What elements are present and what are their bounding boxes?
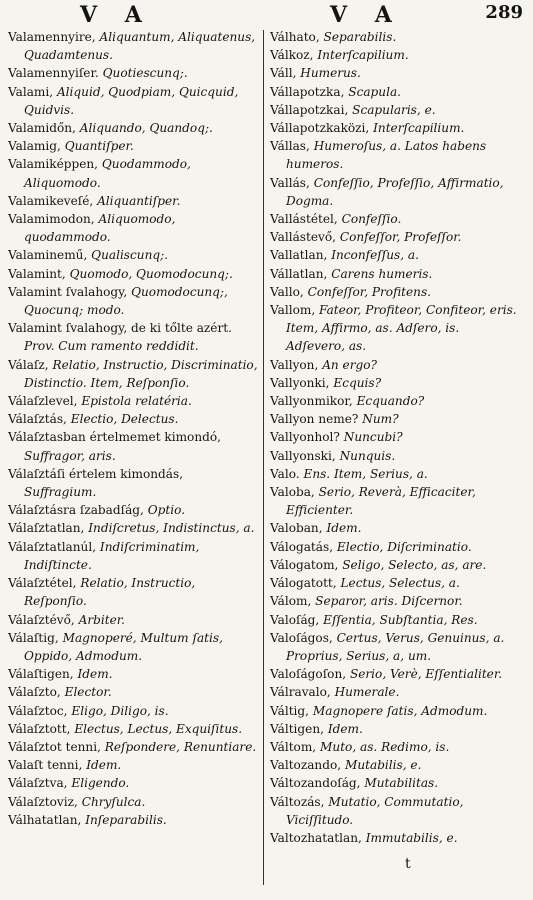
latin-gloss: Ens. Item, Serius, a. [303, 466, 428, 481]
latin-gloss: Serio, Reverà, Efficaciter, Efficienter. [286, 485, 476, 518]
headword: Válhato, [270, 30, 320, 44]
dictionary-entry [270, 774, 520, 792]
dictionary-entry [270, 210, 520, 228]
latin-gloss: Interſcapilium. [373, 121, 465, 136]
latin-gloss: Carens humeris. [331, 266, 433, 281]
dictionary-entry [8, 574, 258, 610]
headword: Vallo, [270, 284, 304, 299]
latin-gloss: Quomodocunq;, Quocunq; modo. [24, 284, 228, 318]
latin-gloss: Separabilis. [323, 30, 397, 44]
latin-gloss: Interſcapilium. [317, 48, 409, 63]
headword: Válaſzlevel, [8, 394, 78, 409]
headword: Vallatlan, [270, 248, 328, 263]
dictionary-entry [8, 683, 258, 701]
dictionary-entry [8, 356, 258, 392]
dictionary-entry [8, 501, 258, 519]
dictionary-entry [8, 702, 258, 720]
dictionary-entry [270, 137, 520, 173]
dictionary-entry [270, 174, 520, 210]
headword: Vállapotzkaközi, [270, 121, 370, 136]
dictionary-entry [8, 28, 258, 64]
dictionary-entry [8, 155, 258, 191]
left-column [8, 28, 258, 829]
latin-gloss: Ecquando? [356, 394, 425, 409]
latin-gloss: Confeſſor, Profeſſor. [339, 230, 462, 245]
right-column [270, 28, 520, 847]
dictionary-entry [8, 83, 258, 119]
headword: Vállapotzka, [270, 84, 345, 99]
dictionary-entry [8, 64, 258, 82]
dictionary-entry [8, 665, 258, 683]
headword: Valtozando, [270, 758, 342, 773]
dictionary-entry [270, 46, 520, 64]
dictionary-entry [270, 538, 520, 556]
latin-gloss: Nunquis. [339, 448, 396, 463]
latin-gloss: Aliquantiſper. [97, 193, 181, 208]
dictionary-entry [8, 738, 258, 756]
column-divider [263, 30, 264, 885]
headword: Válaſztoc, [8, 703, 68, 718]
latin-gloss: Idem. [327, 721, 363, 736]
dictionary-entry [8, 538, 258, 574]
dictionary-entry [270, 428, 520, 446]
latin-gloss: Relatio, Instructio, Reſponſio. [24, 576, 196, 609]
latin-gloss: Aliquando, Quandoq;. [79, 121, 213, 136]
dictionary-entry [270, 28, 520, 46]
latin-gloss: Quantiſper. [64, 139, 134, 154]
latin-gloss: Eſſentia, Subſtantia, Res. [323, 612, 478, 627]
headword: Vallyonki, [270, 375, 330, 390]
latin-gloss: Arbiter. [78, 612, 126, 627]
latin-gloss: Immutabilis, e. [365, 830, 458, 845]
headword: Válom, [270, 594, 312, 609]
signature-mark: t [405, 856, 411, 872]
latin-gloss: Aliquid, Quodpiam, Quicquid, Quidvis. [24, 84, 239, 117]
latin-gloss: Quotiescunq;. [102, 66, 188, 81]
dictionary-entry [270, 356, 520, 374]
headword: Válaſzto, [8, 685, 61, 700]
dictionary-entry [270, 665, 520, 683]
latin-gloss: Scapularis, e. [352, 102, 436, 117]
headword: Válaſztásra ſzabadſág, [8, 503, 144, 518]
headword: Válaſztétel, [8, 576, 77, 591]
latin-gloss: Epistola relatéria. [81, 394, 192, 409]
dictionary-entry [8, 756, 258, 774]
dictionary-entry [270, 410, 520, 428]
headword: Válaſztévő, [8, 612, 75, 627]
headword: Vállas, [270, 139, 310, 154]
headword: Válaſztott, [8, 721, 71, 736]
headword: Válaſztatlanúl, [8, 539, 97, 554]
dictionary-entry [270, 793, 520, 829]
headword: Válhatatlan, [8, 812, 82, 827]
right-running-head: V A [330, 2, 402, 28]
headword: Valo. [270, 466, 300, 481]
latin-gloss: Separor, aris. Diſcernor. [315, 594, 463, 609]
headword: Valoſágos, [270, 630, 333, 645]
latin-gloss: Mutabilis, e. [344, 758, 422, 773]
latin-gloss: An ergo? [322, 357, 377, 372]
latin-gloss: Seligo, Selecto, as, are. [342, 557, 487, 572]
headword: Valoba, [270, 485, 315, 500]
dictionary-entry [270, 519, 520, 537]
headword: Válaſz, [8, 357, 49, 372]
latin-gloss: Idem. [86, 758, 122, 773]
latin-gloss: Electio, Diſcriminatio. [336, 539, 472, 554]
dictionary-entry [8, 793, 258, 811]
headword: Valaminemű, [8, 248, 88, 263]
dictionary-entry [270, 101, 520, 119]
latin-gloss: Magnopere ſatis, Admodum. [312, 703, 488, 718]
dictionary-entry [8, 519, 258, 537]
latin-gloss: Confeſſor, Profitens. [307, 284, 432, 299]
latin-gloss: Lectus, Selectus, a. [340, 576, 460, 591]
latin-gloss: Magnoperé, Multum ſatis, Oppido, Admodum. [24, 630, 223, 663]
dictionary-entry [270, 611, 520, 629]
latin-gloss: Confeſſio. [341, 212, 402, 227]
dictionary-entry [270, 574, 520, 592]
latin-gloss: Quodammodo, Aliquomodo. [24, 157, 191, 190]
dictionary-entry [270, 283, 520, 301]
headword: Vallyonmikor, [270, 394, 353, 409]
dictionary-entry [8, 811, 258, 829]
headword: Váltigen, [270, 721, 324, 736]
headword: Vallom, [270, 303, 316, 318]
latin-gloss: Ecquis? [333, 375, 382, 390]
headword: Vallyonski, [270, 448, 336, 463]
dictionary-entry [8, 283, 258, 319]
dictionary-entry [270, 592, 520, 610]
headword: Vallyonhol? [270, 430, 340, 445]
headword: Vallástevő, [270, 230, 336, 245]
dictionary-entry [8, 465, 258, 501]
dictionary-entry [8, 774, 258, 792]
latin-gloss: Suffragium. [24, 485, 97, 500]
dictionary-entry [270, 465, 520, 483]
latin-gloss: Elector. [64, 685, 112, 700]
dictionary-entry [8, 265, 258, 283]
dictionary-entry [8, 392, 258, 410]
dictionary-entry [270, 301, 520, 356]
headword: Valamimodon, [8, 212, 95, 227]
headword: Vállatlan, [270, 266, 328, 281]
dictionary-entry [8, 192, 258, 210]
headword: Válaſtigen, [8, 667, 74, 682]
latin-gloss: Electus, Lectus, Exquiſitus. [74, 721, 243, 736]
headword: Valamiképpen, [8, 157, 99, 172]
dictionary-entry [270, 246, 520, 264]
latin-gloss: Relatio, Instructio, Discriminatio, Distinctio. Item, Reſponſio. [24, 357, 258, 390]
dictionary-entry [270, 392, 520, 410]
latin-gloss: Confeſſio, Profeſſio, Affirmatio, Dogma. [286, 175, 504, 208]
latin-gloss: Idem. [77, 667, 113, 682]
latin-gloss: Suffragor, aris. [24, 448, 116, 463]
headword: Válaſztoviz, [8, 794, 78, 809]
headword: Vallyon, [270, 357, 319, 372]
headword: Valoſág, [270, 612, 320, 627]
headword: Valamig, [8, 139, 61, 154]
latin-gloss: Indiſcretus, Indistinctus, a. [88, 521, 255, 536]
dictionary-entry [8, 611, 258, 629]
latin-gloss: Fateor, Profiteor, Confiteor, eris. Item, Affirmo, as. Adſero, is. Adſevero, as. [286, 303, 517, 354]
latin-gloss: Aliquantum, Aliquatenus, Quadamtenus. [24, 30, 256, 63]
latin-gloss: Prov. Cum ramento reddidit. [24, 339, 199, 354]
latin-gloss: Humerus. [300, 66, 361, 81]
headword: Valamint ſvalahogy, [8, 284, 128, 299]
dictionary-entry [270, 265, 520, 283]
headword: Válogatom, [270, 557, 339, 572]
latin-gloss: Humerale. [334, 685, 400, 700]
latin-gloss: Inconfeſſus, a. [331, 248, 419, 263]
dictionary-entry [8, 137, 258, 155]
dictionary-entry [270, 374, 520, 392]
latin-gloss: Aliquomodo, quodammodo. [24, 212, 176, 245]
headword: Vallyon neme? [270, 412, 359, 427]
headword: Valoban, [270, 521, 323, 536]
headword: Valamint ſvalahogy, de ki tőlte azért. [8, 321, 232, 336]
dictionary-entry [270, 629, 520, 665]
page-number: 289 [485, 2, 523, 23]
dictionary-entry [270, 720, 520, 738]
headword: Válaſztatlan, [8, 521, 85, 536]
headword: Valoſágoſon, [270, 667, 347, 682]
latin-gloss: Quomodo, Quomodocunq;. [69, 266, 233, 281]
dictionary-entry [8, 119, 258, 137]
headword: Vállapotzkai, [270, 102, 349, 117]
dictionary-entry [270, 119, 520, 137]
latin-gloss: Eligendo. [71, 776, 130, 791]
dictionary-entry [270, 64, 520, 82]
dictionary-entry [8, 210, 258, 246]
dictionary-entry [270, 83, 520, 101]
latin-gloss: Scapula. [348, 84, 402, 99]
headword: Válaſztot tenni, [8, 739, 101, 754]
headword: Váltig, [270, 703, 310, 718]
headword: Vallástétel, [270, 212, 338, 227]
dictionary-entry [270, 702, 520, 720]
headword: Válaſztáſi értelem kimondás, [8, 466, 184, 481]
latin-gloss: Idem. [326, 521, 362, 536]
dictionary-entry [270, 756, 520, 774]
latin-gloss: Serio, Verè, Eſſentialiter. [349, 667, 503, 682]
headword: Váltom, [270, 739, 317, 754]
latin-gloss: Indiſcriminatim, Indiſtincte. [24, 539, 200, 572]
headword: Változandoſág, [270, 776, 361, 791]
headword: Válaſztva, [8, 776, 68, 791]
latin-gloss: Reſpondere, Renuntiare. [104, 739, 257, 754]
dictionary-entry [8, 428, 258, 464]
headword: Valaſt tenni, [8, 758, 83, 773]
headword: Valamint, [8, 266, 66, 281]
headword: Válkoz, [270, 48, 314, 63]
headword: Válaſztás, [8, 412, 67, 427]
latin-gloss: Mutatio, Commutatio, Viciſſitudo. [286, 794, 464, 827]
headword: Valtozhatatlan, [270, 830, 362, 845]
latin-gloss: Num? [362, 412, 399, 427]
headword: Válaſtig, [8, 630, 59, 645]
latin-gloss: Certus, Verus, Genuinus, a. Proprius, Serius, a, um. [286, 630, 505, 663]
dictionary-entry [8, 720, 258, 738]
latin-gloss: Humeroſus, a. Latos habens humeros. [286, 139, 487, 172]
dictionary-entry [270, 228, 520, 246]
latin-gloss: Muto, as. Redimo, is. [320, 739, 450, 754]
headword: Valami, [8, 84, 54, 99]
left-running-head: V A [80, 2, 152, 28]
dictionary-entry [8, 629, 258, 665]
headword: Vallás, [270, 175, 310, 190]
headword: Válravalo, [270, 685, 331, 700]
latin-gloss: Qualiscunq;. [91, 248, 169, 263]
dictionary-entry [270, 683, 520, 701]
headword: Váll, [270, 66, 297, 81]
headword: Változás, [270, 794, 325, 809]
latin-gloss: Inſeparabilis. [85, 812, 167, 827]
dictionary-entry [8, 319, 258, 355]
latin-gloss: Electio, Delectus. [70, 412, 179, 427]
dictionary-entry [270, 483, 520, 519]
headword: Valamidőn, [8, 121, 76, 136]
latin-gloss: Optio. [147, 503, 186, 518]
headword: Válaſztasban értelmemet kimondó, [8, 430, 221, 445]
latin-gloss: Chryſulca. [81, 794, 146, 809]
headword: Valamikeveſé, [8, 193, 94, 208]
latin-gloss: Nuncubi? [343, 430, 403, 445]
latin-gloss: Eligo, Diligo, is. [71, 703, 169, 718]
dictionary-entry [270, 556, 520, 574]
page-header [0, 2, 533, 28]
dictionary-entry [8, 410, 258, 428]
headword: Válogatott, [270, 576, 337, 591]
dictionary-entry [8, 246, 258, 264]
dictionary-entry [270, 829, 520, 847]
dictionary-entry [270, 738, 520, 756]
headword: Válogatás, [270, 539, 334, 554]
dictionary-entry [270, 447, 520, 465]
latin-gloss: Mutabilitas. [364, 776, 439, 791]
headword: Valamennyire, [8, 30, 96, 44]
headword: Valamennyiſer. [8, 66, 99, 81]
